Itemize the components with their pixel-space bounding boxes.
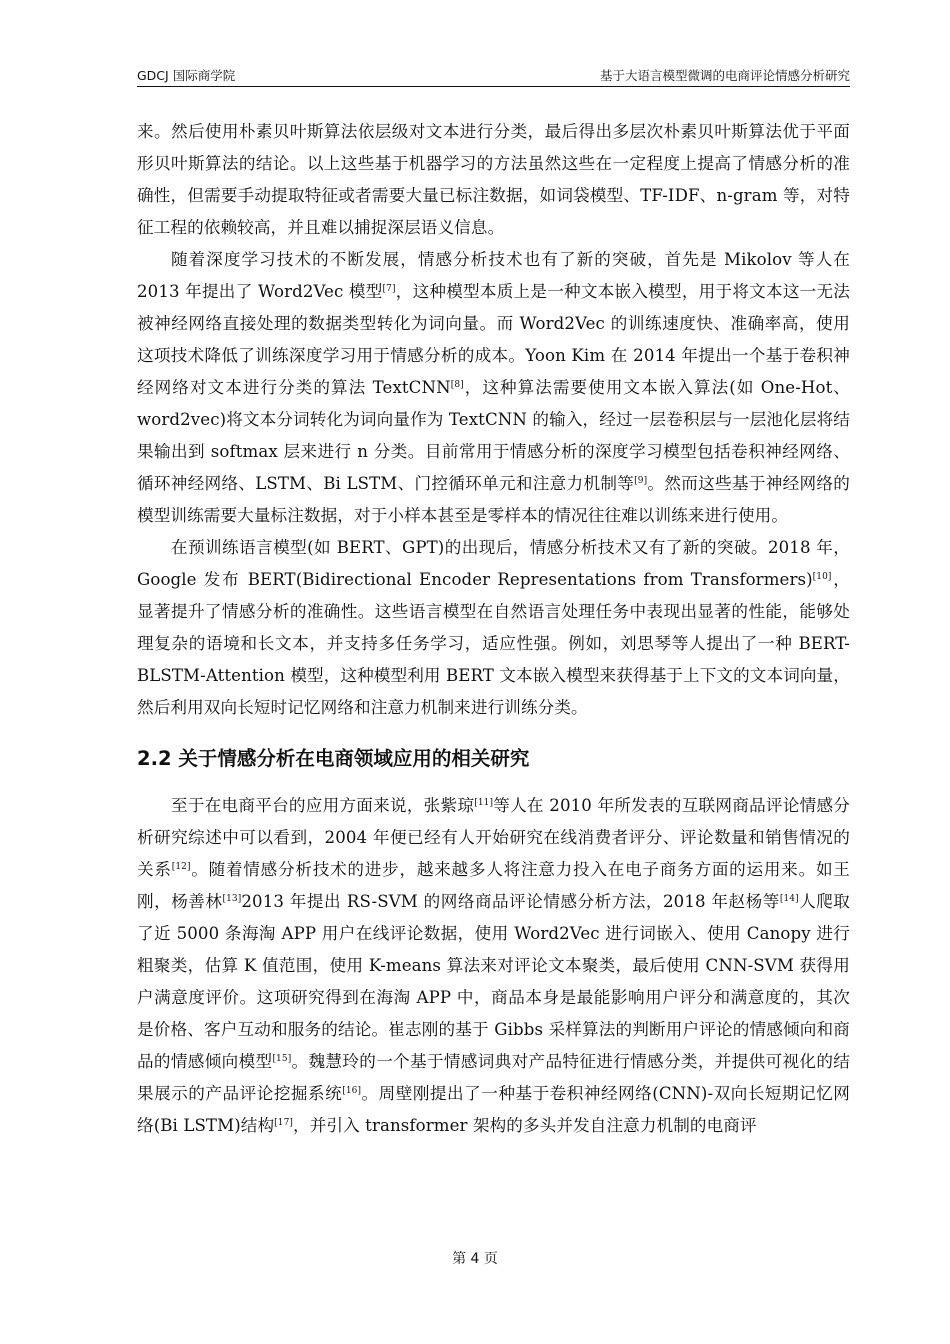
page-header [137,66,850,87]
text-span: ，显著提升了情感分析的准确性。这些语言模型在自然语言处理任务中表现出显著的性能，能够处理复杂的语境和长文本，并支持多任务学习，适应性强。例如，刘思琴等人提出了一种 BERT-BLSTM-Attention 模型，这种模型利用 BERT 文本嵌入模型来获得基于上下文的文本词向量，然后利用双向长短时记忆网络和注意力机制来进行训练分类。 [137,570,850,717]
page-number: 第 4 页 [452,1251,498,1267]
text-span: 2013 年提出 RS-SVM 的网络商品评论情感分析方法，2018 年赵杨等 [241,892,780,911]
section-number: 2.2 [137,747,172,770]
body-text [137,116,850,1142]
citation-ref[interactable]: [15] [272,1054,292,1064]
citation-ref[interactable]: [12] [171,862,191,872]
citation-ref[interactable]: [17] [274,1118,294,1128]
text-span: 至于在电商平台的应用方面来说，张紫琼 [171,796,475,815]
paragraph-1: 来。然后使用朴素贝叶斯算法依层级对文本进行分类，最后得出多层次朴素贝叶斯算法优于平面形贝叶斯算法的结论。以上这些基于机器学习的方法虽然这些在一定程度上提高了情感分析的准确性，但需要手动提取特征或者需要大量已标注数据，如词袋模型、TF-IDF、n-gram 等，对特征工程的依赖较高，并且难以捕捉深层语义信息。 [137,122,850,237]
section-title: 关于情感分析在电商领域应用的相关研究 [178,747,530,770]
citation-ref[interactable]: [7] [382,284,396,294]
text-span: ，这种算法需要使用文本嵌入算法(如 One-Hot、word2vec)将文本分词转化为词向量作为 TextCNN 的输入，经过一层卷积层与一层池化层将结果输出到 softmax 层来进行 n 分类。目前常用于情感分析的深度学习模型包括卷积神经网络、循环神经网络、LSTM、Bi LSTM、门控循环单元和注意力机制等 [137,378,850,493]
text-span: 等人在 2010 年所发表的互联网商品评论情感分析研究综述中可以看到，2004 年便已经有人开始研究在线消费者评分、评论数量和销售情况的关系 [137,796,850,879]
text-span: ，并引入 transformer 架构的多头并发自注意力机制的电商评 [293,1116,757,1135]
citation-ref[interactable]: [13] [222,894,242,904]
text-span: ，这种模型本质上是一种文本嵌入模型，用于将文本这一无法被神经网络直接处理的数据类型转化为词向量。而 Word2Vec 的训练速度快、准确率高，使用这项技术降低了训练深度学习用于情感分析的成本。Yoon Kim 在 2014 年提出一个基于卷积神经网络对文本进行分类的算法 TextCNN [137,282,850,397]
citation-ref[interactable]: [11] [474,798,494,808]
section-heading [137,743,850,775]
text-span: 。周壁刚提出了一种基于卷积神经网络(CNN)-双向长短期记忆网络(Bi LSTM)结构 [137,1084,851,1135]
text-span: 。然而这些基于神经网络的模型训练需要大量标注数据，对于小样本甚至是零样本的情况往往难以训练来进行使用。 [137,474,851,525]
citation-ref[interactable]: [14] [779,894,799,904]
text-span: 。魏慧玲的一个基于情感词典对产品特征进行情感分类，并提供可视化的结果展示的产品评论挖掘系统 [137,1052,850,1103]
text-span: 人爬取了近 5000 条海淘 APP 用户在线评论数据，使用 Word2Vec 进行词嵌入、使用 Canopy 进行粗聚类，估算 K 值范围，使用 K-means 算法来对评论文本聚类，最后使用 CNN-SVM 获得用户满意度评价。这项研究得到在海淘 APP 中，商品本身是最能影响用户评分和满意度的，其次是价格、客户互动和服务的结论。崔志刚的基于 Gibbs 采样算法的判断用户评论的情感倾向和商品的情感倾向模型 [137,892,850,1071]
text-span: 。随着情感分析技术的进步，越来越多人将注意力投入在电子商务方面的运用来。如王刚，杨善林 [137,860,850,911]
text-span: 在预训练语言模型(如 BERT、GPT)的出现后，情感分析技术又有了新的突破。2018 年，Google 发布 BERT(Bidirectional Encoder Representations from Transformers) [137,538,850,589]
header-paper-title: 基于大语言模型微调的电商评论情感分析研究 [599,68,850,83]
citation-ref[interactable]: [9] [634,476,648,486]
citation-ref[interactable]: [8] [450,380,464,390]
citation-ref[interactable]: [10] [812,572,832,582]
paragraph-2 [137,244,850,532]
text-span: 随着深度学习技术的不断发展，情感分析技术也有了新的突破，首先是 Mikolov 等人在 2013 年提出了 Word2Vec 模型 [137,250,850,301]
citation-ref[interactable]: [16] [342,1086,362,1096]
paragraph-3 [137,532,850,724]
header-institution: GDCJ 国际商学院 [137,68,236,83]
paragraph-4 [137,790,850,1142]
